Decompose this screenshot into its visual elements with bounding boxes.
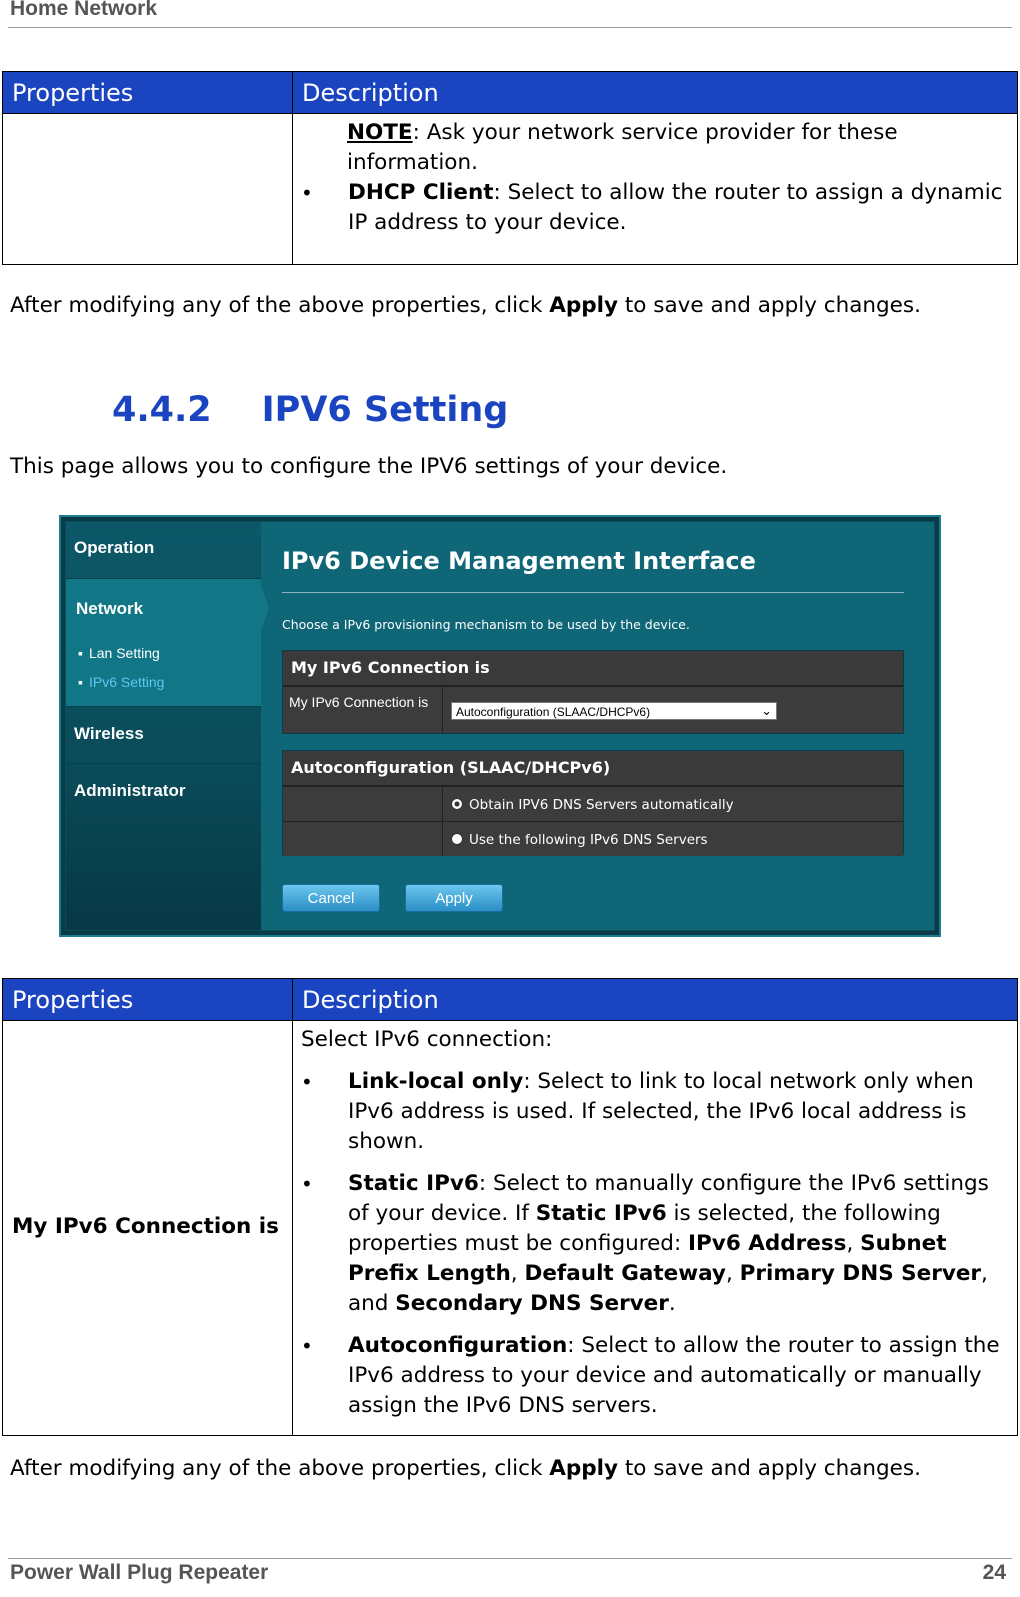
description-cell <box>293 1021 1018 1436</box>
row-separator <box>442 822 443 856</box>
list-item: • DHCP Client: Select to allow the router to assign a dynamic IP address to your device. <box>301 180 1003 235</box>
footer-divider <box>8 1558 1012 1559</box>
note-text: NOTE: Ask your network service provider for these information. <box>347 120 898 175</box>
chevron-down-icon: ⌄ <box>761 703 772 718</box>
section-heading: 4.4.2 IPV6 Setting <box>112 390 509 430</box>
page-number: 24 <box>982 1561 1006 1584</box>
description-cell <box>293 114 1018 265</box>
list-item: • Static IPv6: Select to manually configure the IPv6 settings of your device. If Static IPv6 is selected, the following properties must be configured: IPv6 Address, Subnet Prefix Length, Default Gateway, Primary DNS Server, and Secondary DNS Server. <box>301 1171 989 1316</box>
row-separator <box>442 687 443 733</box>
list-item: • Link-local only: Select to link to local network only when IPv6 address is used. If selected, the IPv6 local address is shown. <box>301 1069 974 1154</box>
ipv6-screenshot <box>59 515 941 937</box>
description-header: Description <box>293 979 1018 1021</box>
sidebar-item-network[interactable] <box>66 579 261 707</box>
connection-box <box>282 650 904 734</box>
radio-icon <box>451 833 463 845</box>
connection-label: My IPv6 Connection is <box>289 694 429 710</box>
page-header: Home Network <box>10 0 158 20</box>
properties-table-1 <box>2 71 1018 265</box>
autoconfig-box-header: Autoconfiguration (SLAAC/DHCPv6) <box>283 751 903 786</box>
properties-table-2 <box>2 978 1018 1436</box>
sidebar-item-administrator[interactable]: Administrator <box>66 764 261 821</box>
connection-select[interactable]: Autoconfiguration (SLAAC/DHCPv6) ⌄ <box>451 702 777 720</box>
sidebar-subitem-ipv6-setting[interactable]: ▪ IPv6 Setting <box>78 674 165 690</box>
properties-header: Properties <box>3 72 293 114</box>
dns-option-row <box>283 821 903 856</box>
page-description: Choose a IPv6 provisioning mechanism to be used by the device. <box>282 617 690 632</box>
sidebar-item-operation[interactable]: Operation <box>66 522 261 579</box>
list-item: • Autoconfiguration: Select to allow the router to assign the IPv6 address to your device and automatically or manually assign the IPv6 DNS servers. <box>301 1333 1000 1418</box>
page-title: IPv6 Device Management Interface <box>282 547 756 575</box>
description-header: Description <box>293 72 1018 114</box>
apply-note-2: After modifying any of the above properties, click Apply to save and apply changes. <box>10 1456 921 1481</box>
main-panel <box>262 522 934 930</box>
radio-icon <box>451 798 463 810</box>
header-divider <box>8 27 1012 28</box>
dns-manual-radio[interactable]: Use the following IPv6 DNS Servers <box>451 832 708 848</box>
row-separator <box>442 787 443 821</box>
sidebar <box>66 522 261 930</box>
property-cell <box>3 114 293 265</box>
connection-row <box>283 686 903 733</box>
lead-text: Select IPv6 connection: <box>301 1027 553 1052</box>
connection-box-header: My IPv6 Connection is <box>283 651 903 686</box>
sidebar-item-wireless[interactable]: Wireless <box>66 707 261 764</box>
properties-header: Properties <box>3 979 293 1021</box>
title-divider <box>282 592 904 593</box>
dhcp-client-term: DHCP Client <box>348 180 494 205</box>
sidebar-subitem-lan-setting[interactable]: ▪ Lan Setting <box>78 645 160 661</box>
autoconfig-box <box>282 750 904 855</box>
footer-product: Power Wall Plug Repeater <box>10 1561 269 1584</box>
property-cell: My IPv6 Connection is <box>3 1021 293 1436</box>
section-intro: This page allows you to configure the IPV6 settings of your device. <box>10 454 728 479</box>
cancel-button[interactable]: Cancel <box>282 884 380 912</box>
apply-note-1: After modifying any of the above properties, click Apply to save and apply changes. <box>10 293 921 318</box>
dns-option-row <box>283 786 903 821</box>
sidebar-network-label: Network <box>76 599 144 618</box>
apply-button[interactable]: Apply <box>405 884 503 912</box>
dns-auto-radio[interactable]: Obtain IPV6 DNS Servers automatically <box>451 797 734 813</box>
